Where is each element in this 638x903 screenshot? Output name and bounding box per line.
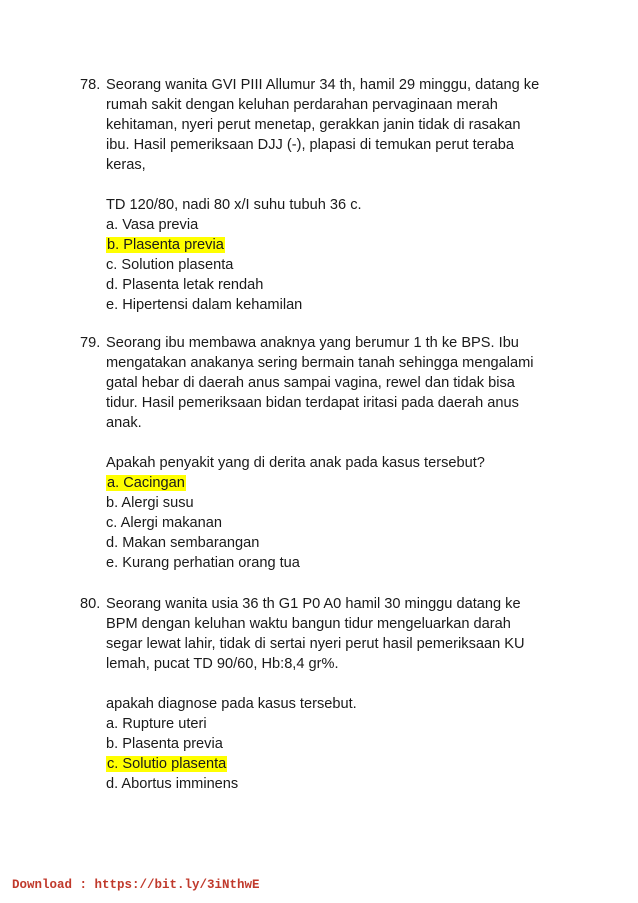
question-prompt: TD 120/80, nadi 80 x/I suhu tubuh 36 c. <box>106 197 362 213</box>
answer-option-d: d. Makan sembarangan <box>106 535 260 551</box>
answer-option-a: a. Rupture uteri <box>106 716 207 732</box>
question-stem-line: mengatakan anakanya sering bermain tanah sehingga mengalami <box>106 355 534 371</box>
answer-option-b: b. Plasenta previa <box>106 736 223 752</box>
question-stem-line: gatal hebar di daerah anus sampai vagina, rewel dan tidak bisa <box>106 375 515 391</box>
question-80 <box>80 594 580 794</box>
question-79 <box>80 333 580 573</box>
answer-option-e: e. Kurang perhatian orang tua <box>106 555 300 571</box>
answer-option-c: c. Alergi makanan <box>106 515 223 531</box>
answer-option-d: d. Plasenta letak rendah <box>106 277 264 293</box>
question-stem-line: ibu. Hasil pemeriksaan DJJ (-), plapasi di temukan perut teraba <box>106 137 514 153</box>
answer-option-c: c. Solutio plasenta <box>107 756 227 772</box>
question-prompt: apakah diagnose pada kasus tersebut. <box>106 696 357 712</box>
question-78 <box>80 75 580 315</box>
answer-option-b: b. Alergi susu <box>106 495 194 511</box>
question-stem-line: tidur. Hasil pemeriksaan bidan terdapat iritasi pada daerah anus <box>106 395 519 411</box>
question-stem-line: Seorang ibu membawa anaknya yang berumur 1 th ke BPS. Ibu <box>106 335 519 351</box>
question-stem-line: anak. <box>106 415 142 431</box>
question-prompt: Apakah penyakit yang di derita anak pada kasus tersebut? <box>106 455 485 471</box>
question-stem-line: keras, <box>106 157 146 173</box>
answer-option-a: a. Vasa previa <box>106 217 199 233</box>
answer-option-d: d. Abortus imminens <box>106 776 239 792</box>
download-link[interactable]: Download : https://bit.ly/3iNthwE <box>12 878 260 892</box>
question-stem-line: BPM dengan keluhan waktu bangun tidur mengeluarkan darah <box>106 616 511 632</box>
question-number: 78. <box>80 77 101 93</box>
question-stem-line: segar lewat lahir, tidak di sertai nyeri perut hasil pemeriksaan KU <box>106 636 525 652</box>
question-stem-line: lemah, pucat TD 90/60, Hb:8,4 gr%. <box>106 656 339 672</box>
question-number: 80. <box>80 596 101 612</box>
question-number: 79. <box>80 335 101 351</box>
answer-option-e: e. Hipertensi dalam kehamilan <box>106 297 303 313</box>
answer-option-b: b. Plasenta previa <box>107 237 224 253</box>
question-stem-line: Seorang wanita usia 36 th G1 P0 A0 hamil 30 minggu datang ke <box>106 596 521 612</box>
answer-option-c: c. Solution plasenta <box>106 257 234 273</box>
question-stem-line: Seorang wanita GVI PIII Allumur 34 th, hamil 29 minggu, datang ke <box>106 77 540 93</box>
answer-option-a: a. Cacingan <box>107 475 185 491</box>
question-stem-line: rumah sakit dengan keluhan perdarahan pervaginaan merah <box>106 97 498 113</box>
question-stem-line: kehitaman, nyeri perut menetap, gerakkan janin tidak di rasakan <box>106 117 521 133</box>
